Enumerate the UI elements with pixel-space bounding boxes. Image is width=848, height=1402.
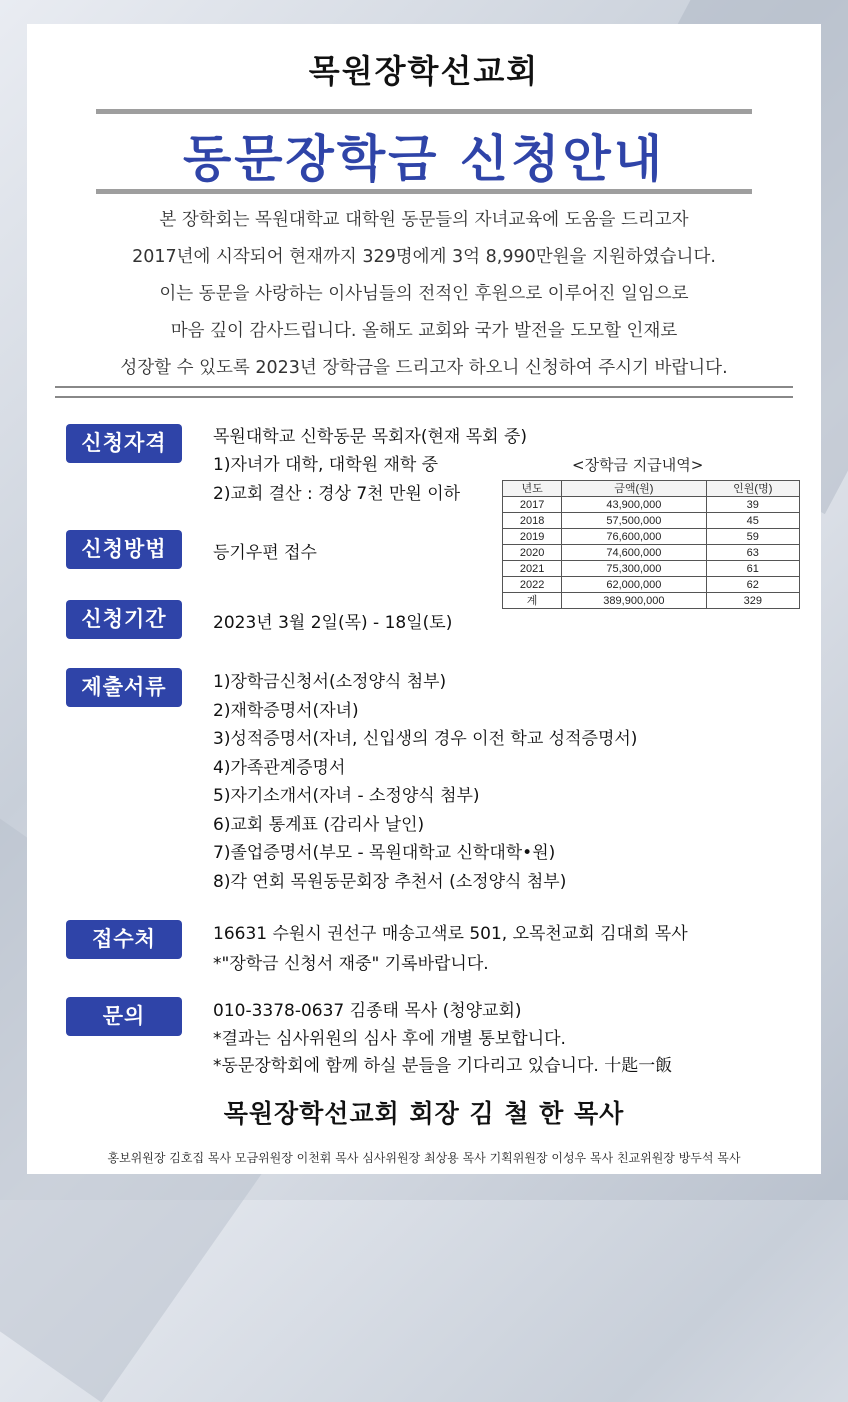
document-item: 8)각 연회 목원동문회장 추천서 (소정양식 첨부) xyxy=(213,872,567,892)
table-cell: 39 xyxy=(706,497,799,513)
payment-table xyxy=(502,480,800,609)
table-cell: 2021 xyxy=(503,561,562,577)
table-header: 인원(명) xyxy=(706,481,799,497)
table-cell: 329 xyxy=(706,593,799,609)
document-item: 3)성적증명서(자녀, 신입생의 경우 이전 학교 성적증명서) xyxy=(213,729,638,749)
inquiry-line: *동문장학회에 함께 하실 분들을 기다리고 있습니다. 十匙一飯 xyxy=(213,1056,673,1076)
table-cell: 2017 xyxy=(503,497,562,513)
table-cell: 2020 xyxy=(503,545,562,561)
intro-paragraph xyxy=(67,202,781,387)
inquiry-line: 010-3378-0637 김종태 목사 (청양교회) xyxy=(213,1001,522,1021)
document-item: 6)교회 통계표 (감리사 날인) xyxy=(213,815,425,835)
period-line: 2023년 3월 2일(목) - 18일(토) xyxy=(213,613,453,633)
flyer xyxy=(27,24,821,1174)
documents-label: 제출서류 xyxy=(66,668,182,707)
intro-line: 2017년에 시작되어 현재까지 329명에게 3억 8,990만원을 지원하였습니다. xyxy=(132,247,716,267)
table-row xyxy=(503,513,800,529)
table-cell: 43,900,000 xyxy=(562,497,706,513)
intro-line: 성장할 수 있도록 2023년 장학금을 드리고자 하오니 신청하여 주시기 바랍니다. xyxy=(120,358,728,378)
table-row xyxy=(503,497,800,513)
table-cell: 2022 xyxy=(503,577,562,593)
document-item: 2)재학증명서(자녀) xyxy=(213,701,359,721)
table-cell: 63 xyxy=(706,545,799,561)
method-line: 등기우편 접수 xyxy=(213,543,317,563)
table-cell: 389,900,000 xyxy=(562,593,706,609)
table-cell: 2019 xyxy=(503,529,562,545)
table-cell: 계 xyxy=(503,593,562,609)
period-label: 신청기간 xyxy=(66,600,182,639)
receipt-line: 16631 수원시 권선구 매송고색로 501, 오목천교회 김대희 목사 xyxy=(213,924,688,944)
intro-line: 마음 깊이 감사드립니다. 올해도 교회와 국가 발전을 도모할 인재로 xyxy=(170,321,678,341)
title-bar-bottom xyxy=(96,189,752,194)
table-row xyxy=(503,545,800,561)
intro-line: 본 장학회는 목원대학교 대학원 동문들의 자녀교육에 도움을 드리고자 xyxy=(159,210,689,230)
table-cell: 61 xyxy=(706,561,799,577)
receipt-label: 접수처 xyxy=(66,920,182,959)
table-cell: 74,600,000 xyxy=(562,545,706,561)
document-item: 4)가족관계증명서 xyxy=(213,758,346,778)
table-row xyxy=(503,561,800,577)
committee-list: 홍보위원장 김호집 목사 모금위원장 이천휘 목사 심사위원장 최상용 목사 기획위원장 이성우 목사 친교위원장 방두석 목사 xyxy=(107,1151,741,1165)
table-row xyxy=(503,529,800,545)
table-cell: 2018 xyxy=(503,513,562,529)
organization-title: 목원장학선교회 xyxy=(308,52,540,90)
divider xyxy=(55,396,793,398)
method-label: 신청방법 xyxy=(66,530,182,569)
eligibility-line: 1)자녀가 대학, 대학원 재학 중 xyxy=(213,455,439,475)
table-cell: 75,300,000 xyxy=(562,561,706,577)
document-item: 5)자기소개서(자녀 - 소정양식 첨부) xyxy=(213,786,480,806)
receipt-line: *"장학금 신청서 재중" 기록바랍니다. xyxy=(213,954,489,974)
table-header: 년도 xyxy=(503,481,562,497)
table-cell: 62,000,000 xyxy=(562,577,706,593)
document-item: 1)장학금신청서(소정양식 첨부) xyxy=(213,672,447,692)
table-header-row xyxy=(503,481,800,497)
document-item: 7)졸업증명서(부모 - 목원대학교 신학대학•원) xyxy=(213,843,556,863)
eligibility-label: 신청자격 xyxy=(66,424,182,463)
president-signature: 목원장학선교회 회장 김 철 한 목사 xyxy=(223,1099,625,1128)
intro-line: 이는 동문을 사랑하는 이사님들의 전적인 후원으로 이루어진 일임으로 xyxy=(159,284,689,304)
inquiry-label: 문의 xyxy=(66,997,182,1036)
main-title: 동문장학금 신청안내 xyxy=(182,130,666,188)
table-cell: 76,600,000 xyxy=(562,529,706,545)
table-cell: 57,500,000 xyxy=(562,513,706,529)
table-cell: 62 xyxy=(706,577,799,593)
title-bar-top xyxy=(96,109,752,114)
eligibility-line: 목원대학교 신학동문 목회자(현재 목회 중) xyxy=(213,427,528,447)
table-header: 금액(원) xyxy=(562,481,706,497)
payment-table-caption: <장학금 지급내역> xyxy=(572,456,704,474)
table-row xyxy=(503,577,800,593)
table-total-row xyxy=(503,593,800,609)
table-cell: 59 xyxy=(706,529,799,545)
inquiry-line: *결과는 심사위원의 심사 후에 개별 통보합니다. xyxy=(213,1029,566,1049)
eligibility-line: 2)교회 결산 : 경상 7천 만원 이하 xyxy=(213,484,461,504)
table-cell: 45 xyxy=(706,513,799,529)
divider xyxy=(55,386,793,388)
